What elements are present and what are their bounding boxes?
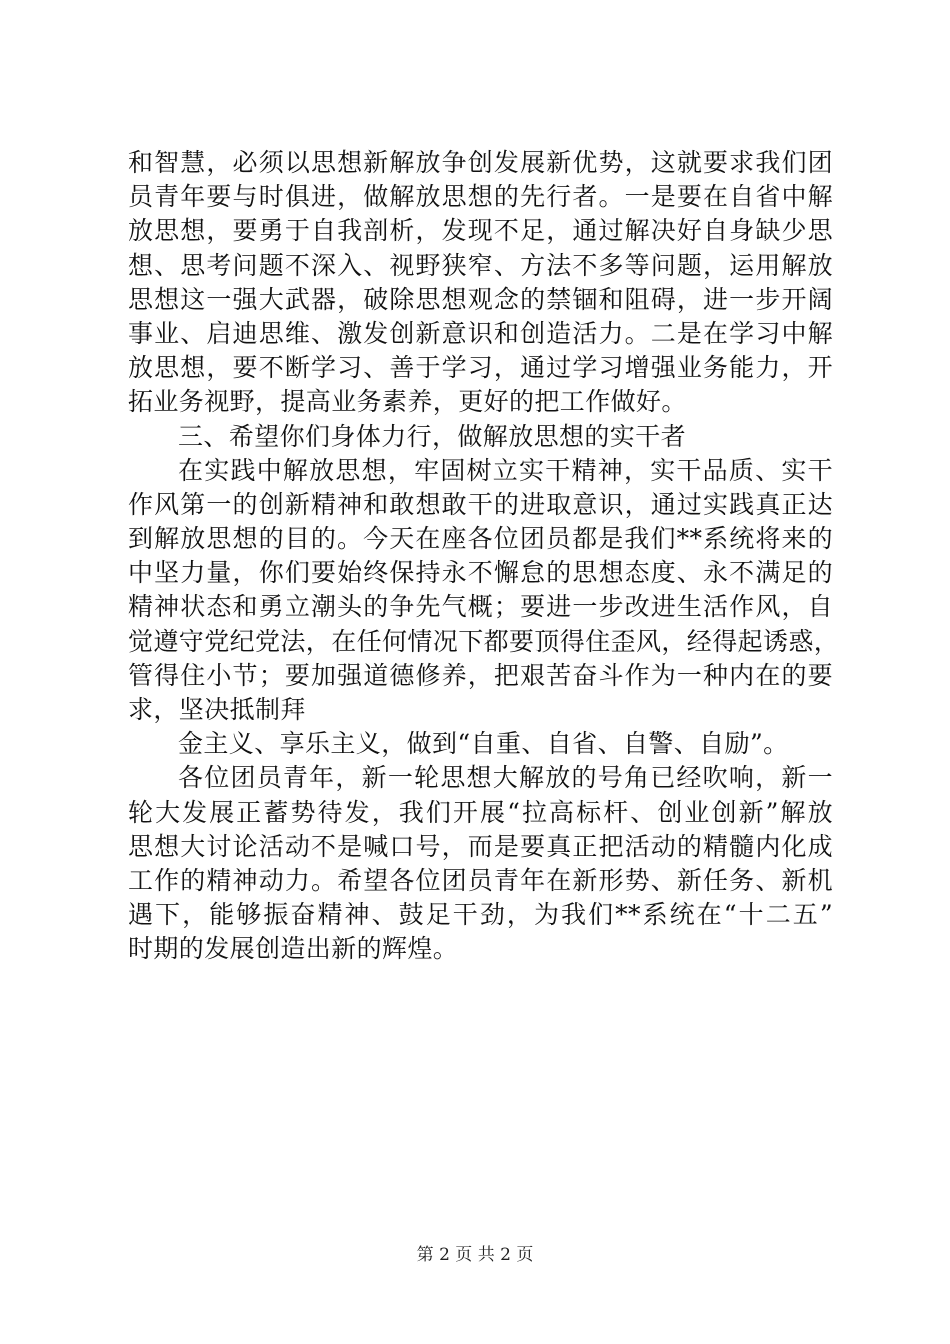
text-line: 放思想，要勇于自我剖析，发现不足，通过解决好自身缺少思: [128, 216, 833, 246]
text-line: 拓业务视野，提高业务素养，更好的把工作做好。: [128, 387, 687, 417]
section-heading: 三、希望你们身体力行，做解放思想的实干者: [178, 421, 687, 451]
text-line: 管得住小节；要加强道德修养，把艰苦奋斗作为一种内在的要: [128, 660, 833, 690]
text-line: 求，坚决抵制拜: [128, 695, 306, 724]
text-line: 思想大讨论活动不是喊口号，而是要真正把活动的精髓内化成: [128, 831, 833, 861]
text-line: 想、思考问题不深入、视野狭窄、方法不多等问题，运用解放: [128, 250, 833, 280]
text-line: 遇下，能够振奋精神、鼓足干劲，为我们**系统在“十二五”: [128, 900, 833, 930]
text-line: 轮大发展正蓄势待发，我们开展“拉高标杆、创业创新”解放: [128, 797, 833, 827]
text-line: 事业、启迪思维、激发创新意识和创造活力。二是在学习中解: [128, 318, 833, 348]
text-line: 觉遵守党纪党法，在任何情况下都要顶得住歪风，经得起诱惑，: [128, 626, 840, 656]
text-line: 时期的发展创造出新的辉煌。: [128, 934, 459, 964]
text-line: 金主义、享乐主义，做到“自重、自省、自警、自励”。: [178, 729, 789, 759]
page-number-footer: 第 2 页 共 2 页: [416, 1245, 534, 1265]
text-line: 员青年要与时俱进，做解放思想的先行者。一是要在自省中解: [128, 182, 833, 212]
text-line: 精神状态和勇立潮头的争先气概；要进一步改进生活作风，自: [128, 592, 833, 622]
text-line: 作风第一的创新精神和敢想敢干的进取意识，通过实践真正达: [128, 489, 833, 519]
document-body: [128, 146, 840, 967]
text-line: 和智慧，必须以思想新解放争创发展新优势，这就要求我们团: [128, 148, 833, 177]
text-line: 思想这一强大武器，破除思想观念的禁锢和阻碍，进一步开阔: [128, 284, 833, 314]
text-line: 各位团员青年，新一轮思想大解放的号角已经吹响，新一: [178, 763, 833, 793]
text-line: 中坚力量，你们要始终保持永不懈怠的思想态度、永不满足的: [128, 558, 833, 588]
text-line: 到解放思想的目的。今天在座各位团员都是我们**系统将来的: [128, 524, 833, 554]
text-line: 在实践中解放思想，牢固树立实干精神，实干品质、实干: [178, 455, 833, 485]
text-line: 工作的精神动力。希望各位团员青年在新形势、新任务、新机: [128, 865, 833, 895]
text-line: 放思想，要不断学习、善于学习，通过学习增强业务能力，开: [128, 353, 833, 383]
